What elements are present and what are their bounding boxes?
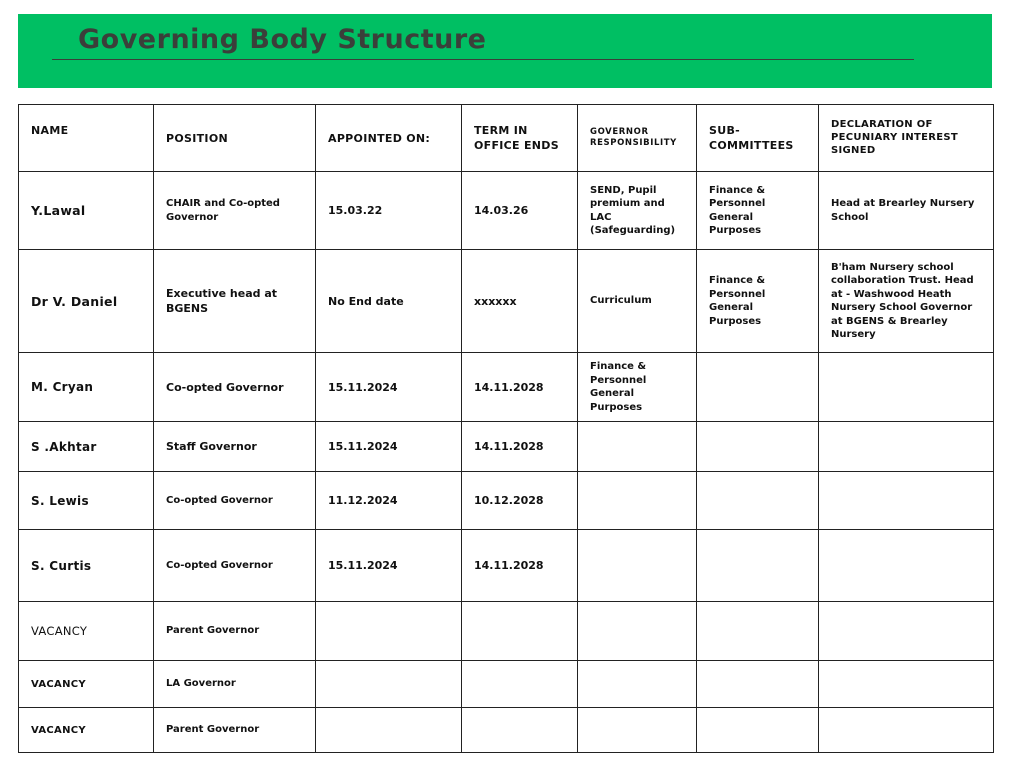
- column-header-name: NAME: [19, 105, 154, 172]
- governor-responsibility: [578, 530, 697, 602]
- governor-responsibility: [578, 472, 697, 530]
- governor-responsibility: Finance & Personnel General Purposes: [578, 353, 697, 422]
- declaration: [819, 602, 994, 661]
- appointed-date: 15.11.2024: [316, 422, 462, 472]
- sub-committees: [697, 530, 819, 602]
- title-banner: [18, 14, 992, 88]
- table-row: [19, 250, 994, 353]
- governor-position: CHAIR and Co-opted Governor: [154, 172, 316, 250]
- table-row: [19, 708, 994, 753]
- governor-responsibility: [578, 708, 697, 753]
- governor-name: M. Cryan: [19, 353, 154, 422]
- term-end-date: 14.11.2028: [462, 353, 578, 422]
- declaration: [819, 530, 994, 602]
- header-row: [19, 105, 994, 172]
- governor-name: Y.Lawal: [19, 172, 154, 250]
- sub-committees: [697, 602, 819, 661]
- declaration: Head at Brearley Nursery School: [819, 172, 994, 250]
- term-end-date: [462, 661, 578, 708]
- table-row: [19, 172, 994, 250]
- term-end-date: 14.11.2028: [462, 422, 578, 472]
- declaration: [819, 472, 994, 530]
- table-row: [19, 353, 994, 422]
- governor-position: Co-opted Governor: [154, 353, 316, 422]
- governor-position: Co-opted Governor: [154, 472, 316, 530]
- governing-body-table: [18, 104, 994, 753]
- term-end-date: [462, 602, 578, 661]
- column-header-declaration: DECLARATION OF PECUNIARY INTEREST SIGNED: [819, 105, 994, 172]
- governor-responsibility: SEND, Pupil premium and LAC (Safeguarding): [578, 172, 697, 250]
- appointed-date: No End date: [316, 250, 462, 353]
- governor-position: Parent Governor: [154, 602, 316, 661]
- sub-committees: Finance & Personnel General Purposes: [697, 250, 819, 353]
- column-header-term-ends: TERM IN OFFICE ENDS: [462, 105, 578, 172]
- appointed-date: [316, 708, 462, 753]
- governor-position: Staff Governor: [154, 422, 316, 472]
- sub-committees: Finance & Personnel General Purposes: [697, 172, 819, 250]
- appointed-date: 15.11.2024: [316, 530, 462, 602]
- appointed-date: [316, 602, 462, 661]
- sub-committees: [697, 472, 819, 530]
- governor-position: Parent Governor: [154, 708, 316, 753]
- governor-name: S. Lewis: [19, 472, 154, 530]
- governor-responsibility: [578, 661, 697, 708]
- governor-position: LA Governor: [154, 661, 316, 708]
- governor-responsibility: [578, 422, 697, 472]
- table-row: [19, 422, 994, 472]
- term-end-date: 14.11.2028: [462, 530, 578, 602]
- appointed-date: [316, 661, 462, 708]
- column-header-appointed: APPOINTED ON:: [316, 105, 462, 172]
- governor-responsibility: [578, 602, 697, 661]
- title-underline: [52, 59, 914, 60]
- governor-responsibility: Curriculum: [578, 250, 697, 353]
- declaration: B'ham Nursery school collaboration Trust. Head at - Washwood Heath Nursery School Governor at BGENS & Brearley Nursery: [819, 250, 994, 353]
- governor-position: Executive head at BGENS: [154, 250, 316, 353]
- term-end-date: 14.03.26: [462, 172, 578, 250]
- sub-committees: [697, 422, 819, 472]
- table-row: [19, 472, 994, 530]
- term-end-date: xxxxxx: [462, 250, 578, 353]
- sub-committees: [697, 661, 819, 708]
- governor-position: Co-opted Governor: [154, 530, 316, 602]
- column-header-sub-committees: SUB-COMMITTEES: [697, 105, 819, 172]
- column-header-position: POSITION: [154, 105, 316, 172]
- sub-committees: [697, 353, 819, 422]
- appointed-date: 15.11.2024: [316, 353, 462, 422]
- table-row: [19, 661, 994, 708]
- governor-name: Dr V. Daniel: [19, 250, 154, 353]
- appointed-date: 15.03.22: [316, 172, 462, 250]
- governor-name: S. Curtis: [19, 530, 154, 602]
- governor-name: VACANCY: [19, 602, 154, 661]
- declaration: [819, 353, 994, 422]
- declaration: [819, 708, 994, 753]
- term-end-date: 10.12.2028: [462, 472, 578, 530]
- governor-name: VACANCY: [19, 708, 154, 753]
- column-header-responsibility: GOVERNOR RESPONSIBILITY: [578, 105, 697, 172]
- term-end-date: [462, 708, 578, 753]
- declaration: [819, 661, 994, 708]
- appointed-date: 11.12.2024: [316, 472, 462, 530]
- table-row: [19, 530, 994, 602]
- table-row: [19, 602, 994, 661]
- governor-name: S .Akhtar: [19, 422, 154, 472]
- governor-name: VACANCY: [19, 661, 154, 708]
- sub-committees: [697, 708, 819, 753]
- declaration: [819, 422, 994, 472]
- page-title: Governing Body Structure: [78, 24, 487, 55]
